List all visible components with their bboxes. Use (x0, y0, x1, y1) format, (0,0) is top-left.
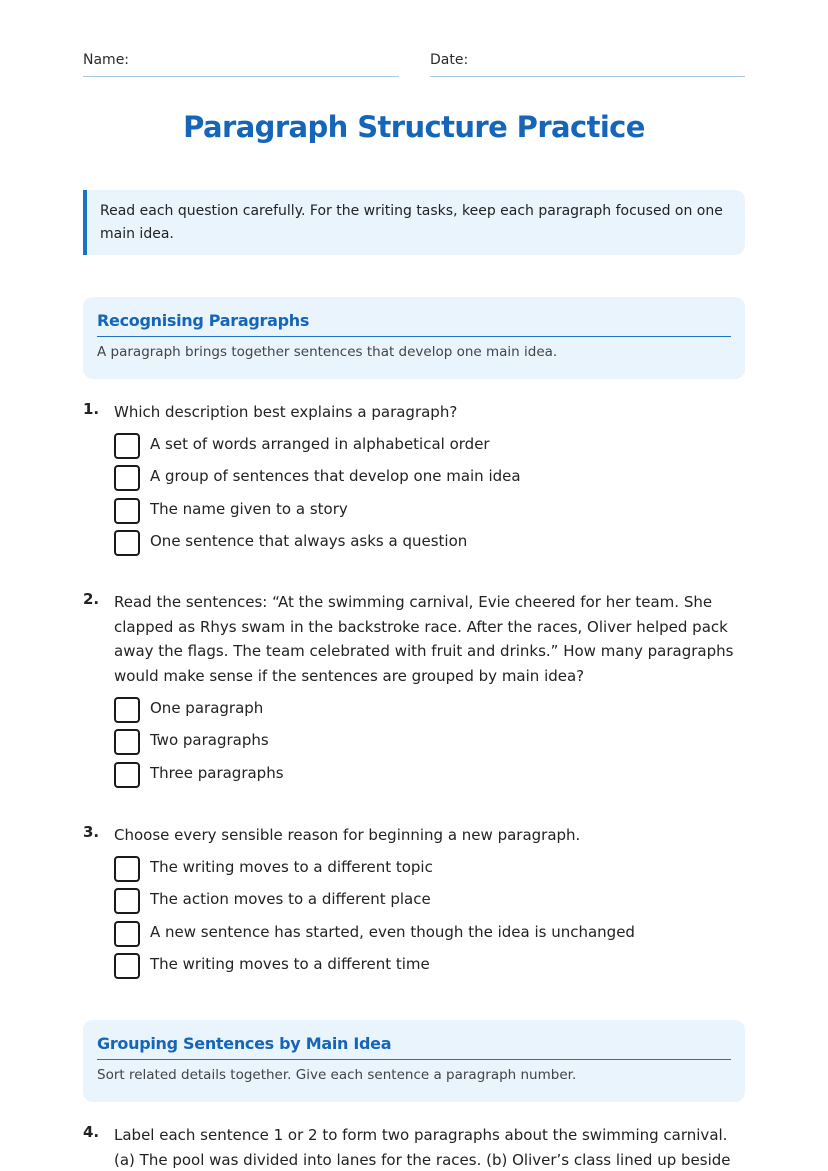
name-date-row (83, 52, 745, 78)
option-label: The name given to a story (150, 499, 348, 518)
answer-option[interactable] (114, 888, 745, 921)
question-number: 3. (83, 823, 100, 841)
answer-option[interactable] (114, 697, 745, 730)
name-label: Name: (83, 52, 130, 68)
question-number: 2. (83, 590, 100, 608)
question-1 (83, 400, 745, 563)
page-title: Paragraph Structure Practice (183, 110, 645, 144)
option-label: One paragraph (150, 698, 264, 717)
name-field[interactable] (83, 52, 399, 77)
question-text: Label each sentence 1 or 2 to form two paragraphs about the swimming carnival. (a) The pool was divided into lanes for the races. (b) Oliver’s class lined up beside (114, 1126, 731, 1169)
option-label: The writing moves to a different topic (150, 857, 433, 876)
checkbox[interactable] (114, 433, 140, 459)
answer-option[interactable] (114, 856, 745, 889)
checkbox[interactable] (114, 729, 140, 755)
question-text: Read the sentences: “At the swimming carnival, Evie cheered for her team. She clapped as Rhys swam in the backstroke race. After the races, Oliver helped pack away the flags. The team celebrated with fruit and drinks.” How many paragraphs would make sense if the sentences are grouped by main idea? (114, 593, 734, 686)
date-field[interactable] (430, 52, 745, 77)
answer-option[interactable] (114, 729, 745, 762)
question-4 (83, 1123, 745, 1171)
answer-option[interactable] (114, 762, 745, 795)
checkbox[interactable] (114, 530, 140, 556)
section-description: Sort related details together. Give each sentence a paragraph number. (97, 1067, 577, 1083)
answer-options (114, 433, 745, 563)
answer-option[interactable] (114, 465, 745, 498)
answer-options (114, 697, 745, 795)
checkbox[interactable] (114, 697, 140, 723)
date-label: Date: (430, 52, 469, 68)
option-label: A group of sentences that develop one main idea (150, 467, 521, 486)
section-title: Recognising Paragraphs (97, 311, 731, 337)
option-label: One sentence that always asks a question (150, 532, 468, 551)
answer-option[interactable] (114, 921, 745, 954)
checkbox[interactable] (114, 856, 140, 882)
option-label: The action moves to a different place (150, 890, 431, 909)
question-text: Which description best explains a paragraph? (114, 403, 458, 421)
question-2 (83, 590, 745, 795)
answer-option[interactable] (114, 953, 745, 986)
option-label: A new sentence has started, even though the idea is unchanged (150, 922, 635, 941)
option-label: The writing moves to a different time (150, 955, 430, 974)
section-grouping-sentences (83, 1020, 745, 1102)
checkbox[interactable] (114, 953, 140, 979)
question-text: Choose every sensible reason for beginning a new paragraph. (114, 826, 581, 844)
instructions-callout: Read each question carefully. For the writing tasks, keep each paragraph focused on one main idea. (83, 190, 745, 255)
checkbox[interactable] (114, 465, 140, 491)
checkbox[interactable] (114, 762, 140, 788)
answer-options (114, 856, 745, 986)
checkbox[interactable] (114, 888, 140, 914)
checkbox[interactable] (114, 498, 140, 524)
answer-option[interactable] (114, 530, 745, 563)
option-label: Three paragraphs (150, 764, 284, 782)
question-number: 4. (83, 1123, 100, 1141)
option-label: Two paragraphs (150, 731, 269, 750)
question-3 (83, 823, 745, 986)
checkbox[interactable] (114, 921, 140, 947)
answer-option[interactable] (114, 433, 745, 466)
section-title: Grouping Sentences by Main Idea (97, 1034, 731, 1060)
answer-option[interactable] (114, 498, 745, 531)
option-label: A set of words arranged in alphabetical order (150, 434, 490, 453)
section-description: A paragraph brings together sentences that develop one main idea. (97, 344, 558, 360)
question-number: 1. (83, 400, 100, 418)
section-recognising-paragraphs (83, 297, 745, 379)
